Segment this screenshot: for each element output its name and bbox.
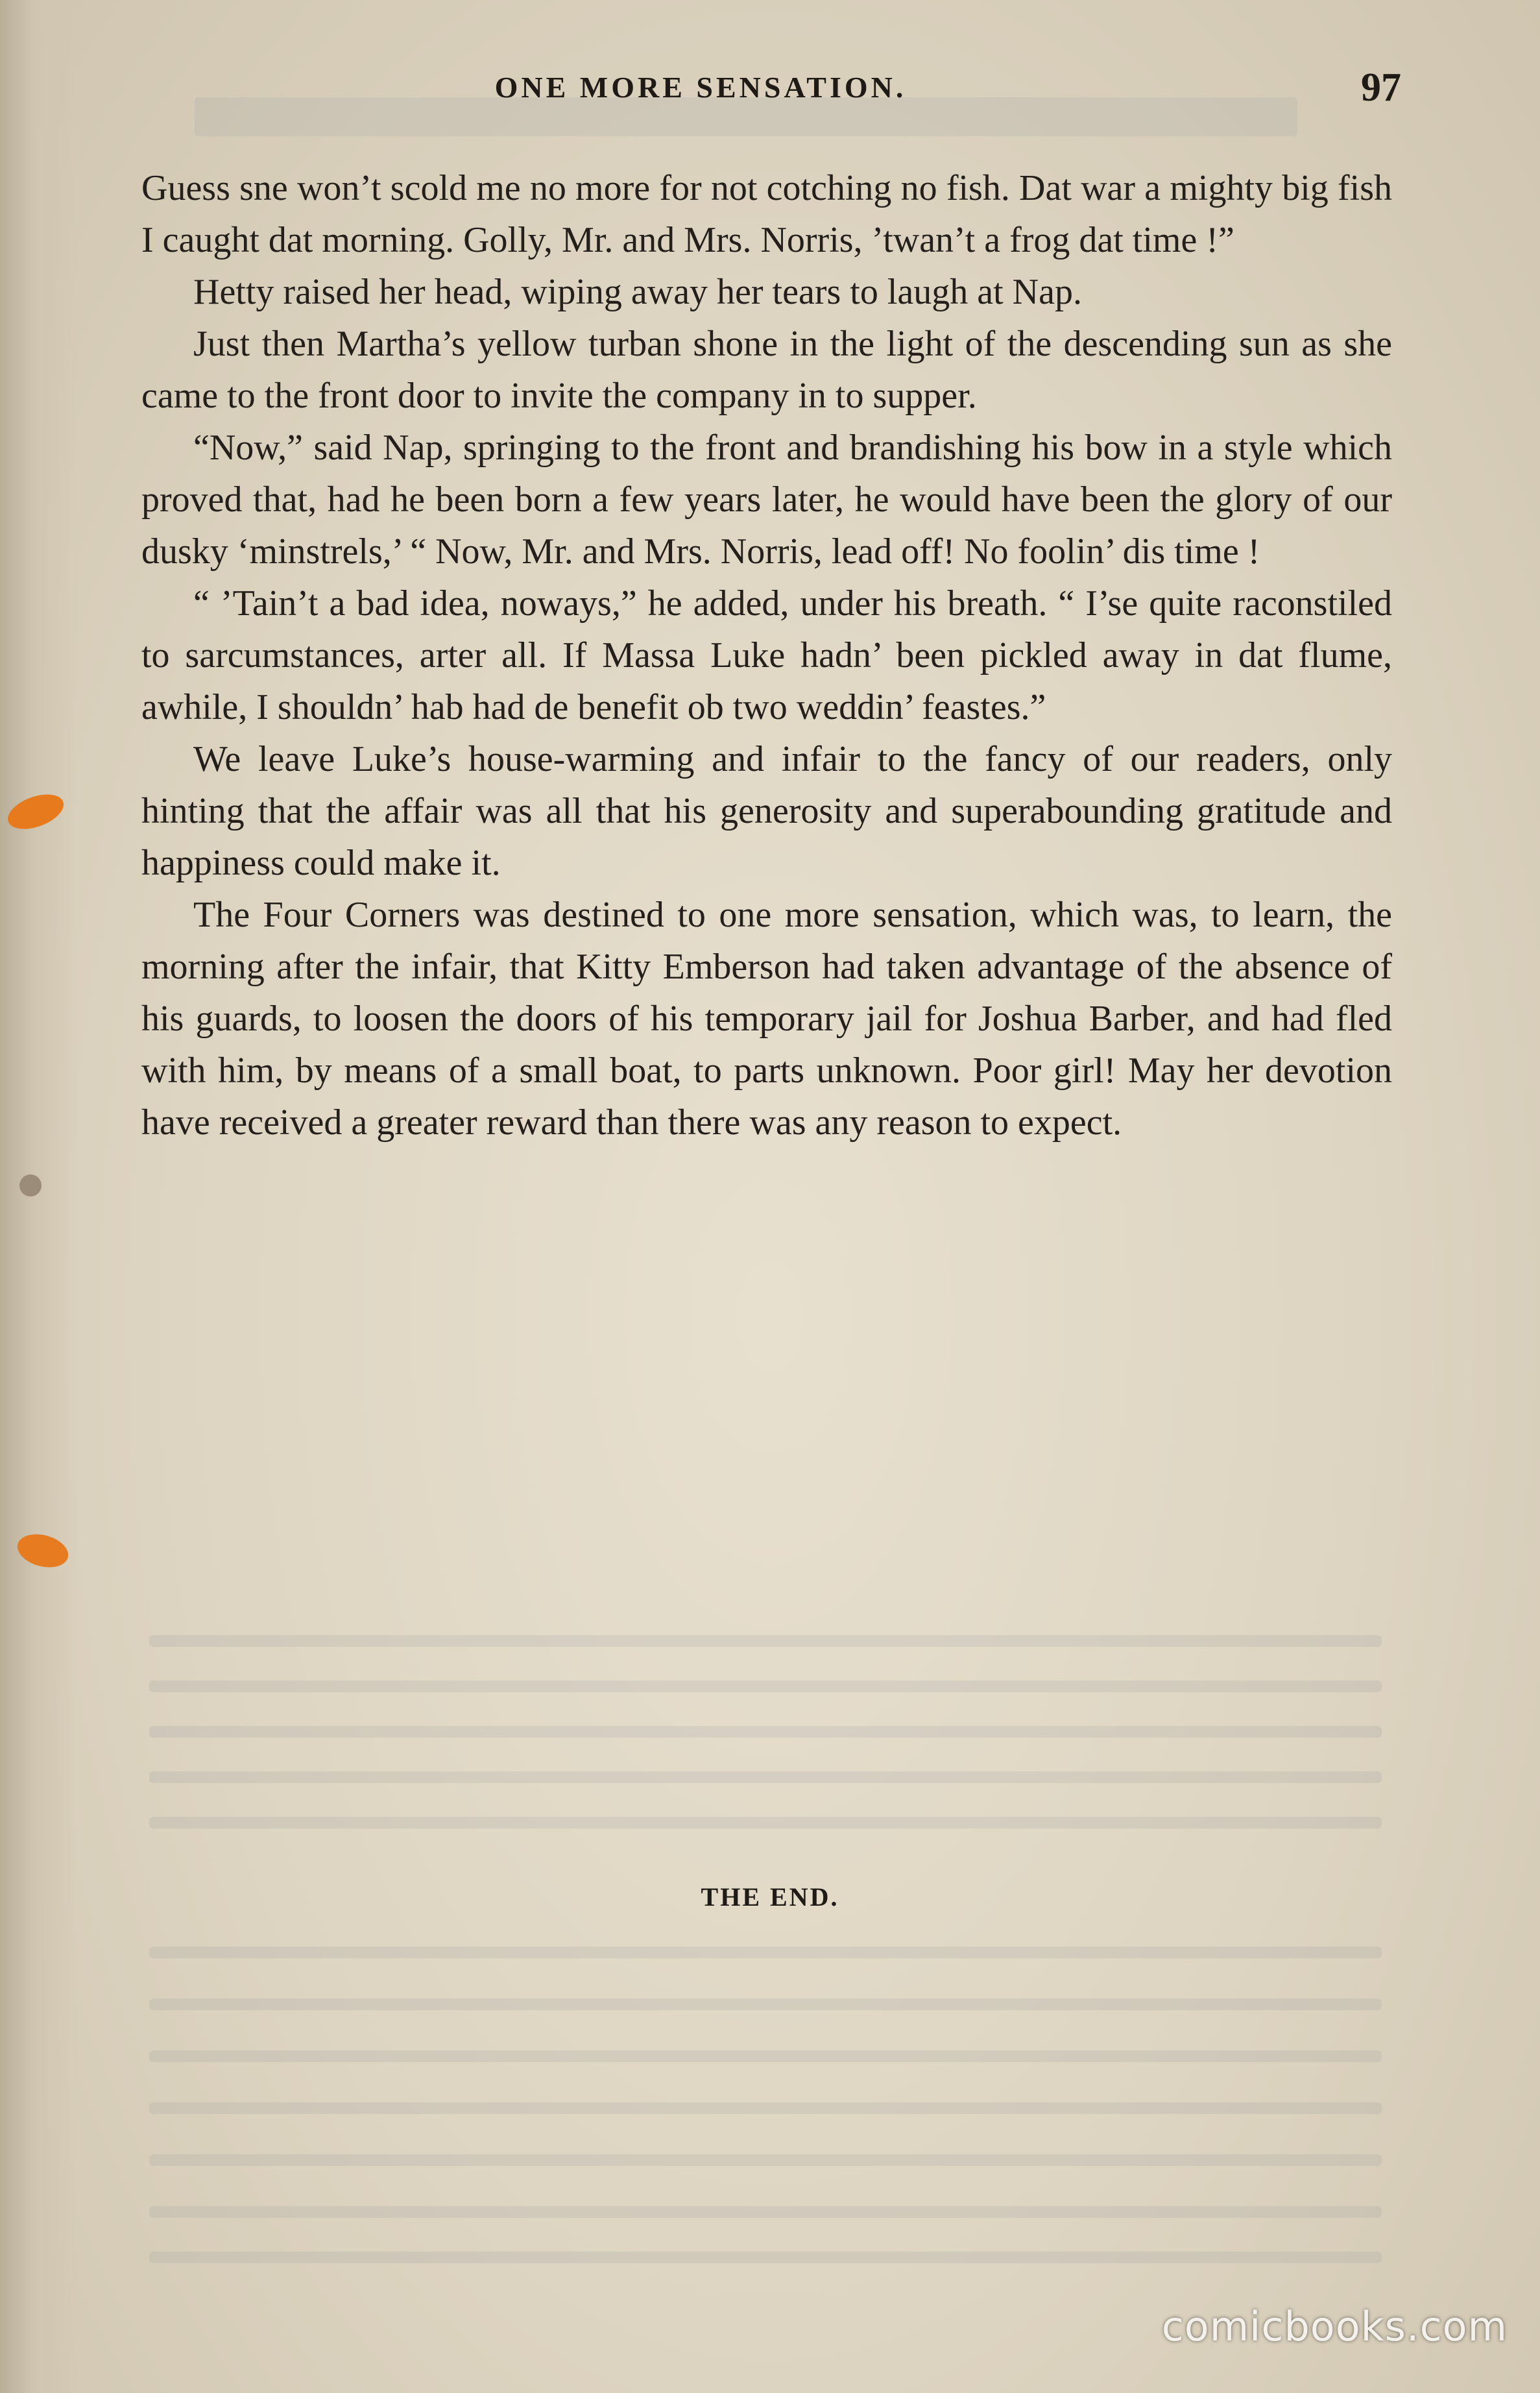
show-through xyxy=(149,2102,1382,2114)
paragraph: Guess sne won’t scold me no more for not cotching no fish. Dat war a mighty big fish I caught dat morning. Golly, Mr. and Mrs. Norris, ’twan’t a frog dat time !” xyxy=(141,168,1392,260)
show-through xyxy=(149,2252,1382,2263)
show-through xyxy=(149,1726,1382,1738)
show-through xyxy=(149,2050,1382,2062)
binding-shadow xyxy=(0,0,78,2393)
show-through xyxy=(149,1998,1382,2010)
page-number: 97 xyxy=(1361,66,1401,110)
paper-stain xyxy=(19,1174,42,1196)
paragraph: We leave Luke’s house-warming and infair to the fancy of our readers, only hinting that the affair was all that his generosity and superabounding gratitude and happiness could make it. xyxy=(141,739,1392,883)
body-text xyxy=(141,162,1392,1148)
show-through xyxy=(149,1817,1382,1828)
show-through xyxy=(149,1771,1382,1783)
paragraph: The Four Corners was destined to one more sensation, which was, to learn, the morning after the infair, that Kitty Emberson had taken advantage of the absence of his guards, to loosen the doors of his temporary jail for Joshua Barber, and had fled with him, by means of a small boat, to parts unknown. Poor girl! May her devotion have received a greater reward than there was any reason to expect. xyxy=(141,895,1392,1143)
paragraph: “Now,” said Nap, springing to the front and brandishing his bow in a style which proved that, had he been born a few years later, he would have been the glory of our dusky ‘minstrels,’ “ Now, Mr. and Mrs. Norris, lead off! No foolin’ dis time ! xyxy=(141,428,1392,572)
show-through xyxy=(149,2206,1382,2218)
show-through xyxy=(149,1635,1382,1647)
show-through xyxy=(149,1947,1382,1958)
running-title: ONE MORE SENSATION. xyxy=(494,71,907,104)
show-through xyxy=(149,1681,1382,1692)
paragraph: “ ’Tain’t a bad idea, noways,” he added, under his breath. “ I’se quite raconstiled to sarcumstances, arter all. If Massa Luke hadn’ been pickled away in dat flume, awhile, I shouldn’ hab had de benefit ob two weddin’ feastes.” xyxy=(141,583,1392,727)
paragraph: Hetty raised her head, wiping away her tears to laugh at Nap. xyxy=(193,272,1082,312)
paragraph: Just then Martha’s yellow turban shone in the light of the descending sun as she came to the front door to invite the company in to supper. xyxy=(141,324,1392,416)
show-through xyxy=(149,2154,1382,2166)
watermark: comicbooks.com xyxy=(1161,2303,1508,2350)
page-header xyxy=(130,66,1401,115)
end-mark: THE END. xyxy=(701,1882,839,1912)
